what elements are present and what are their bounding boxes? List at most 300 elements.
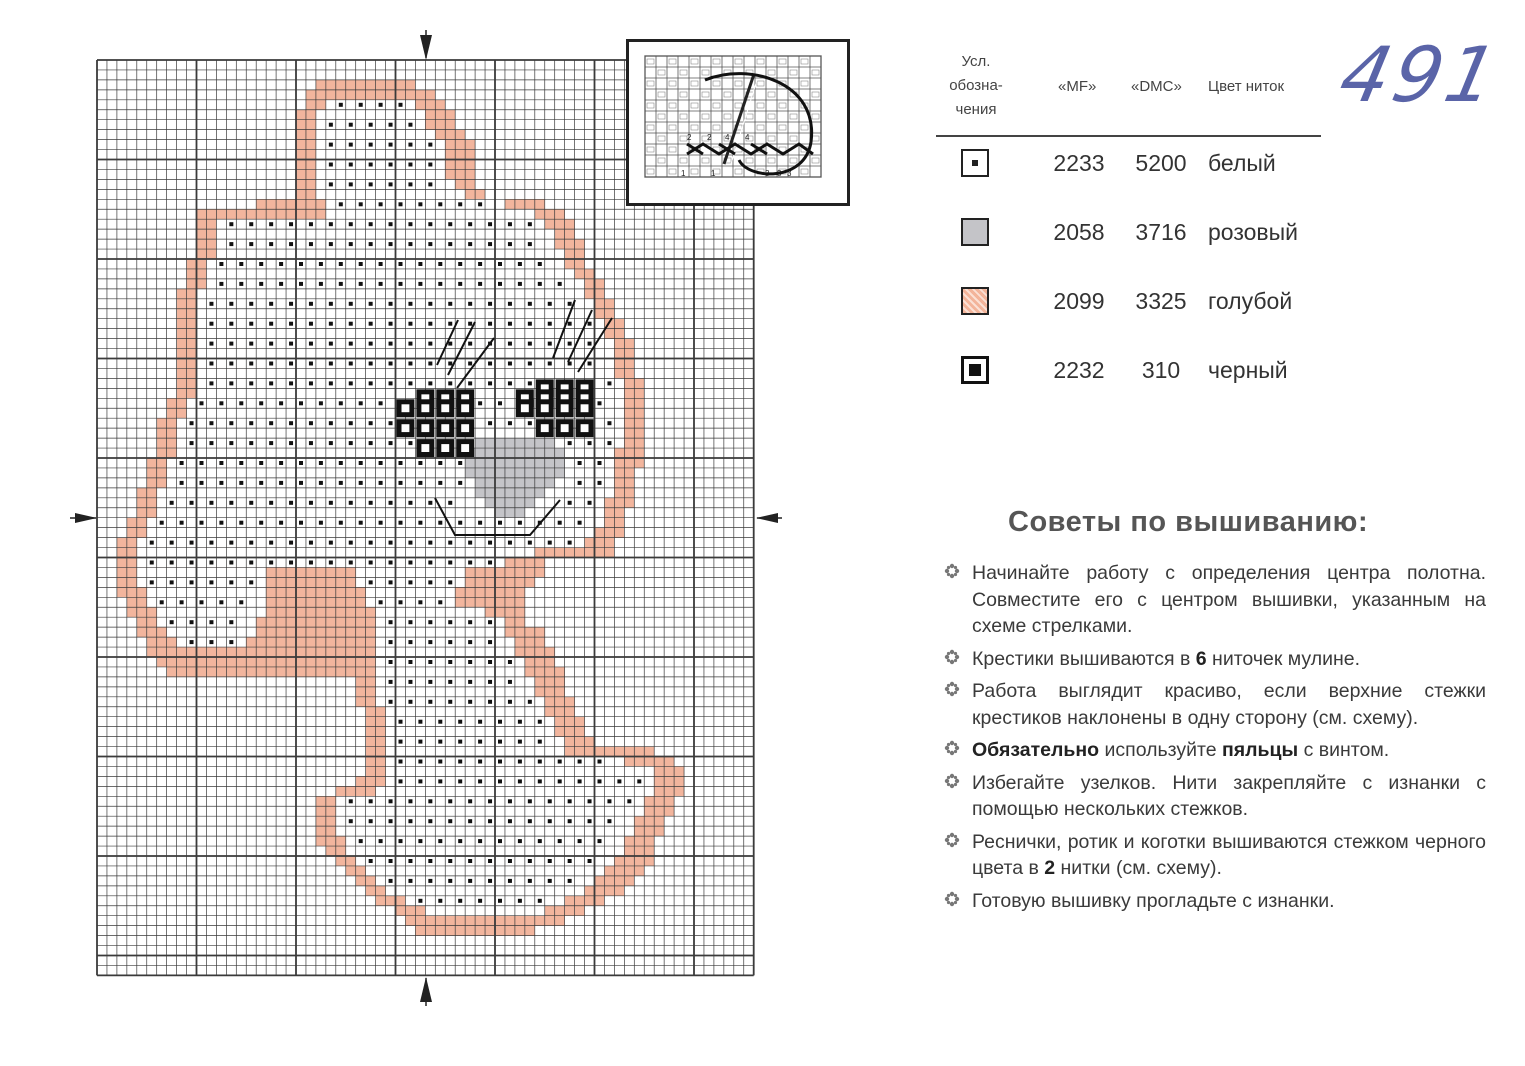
- white-stitch-symbol: [369, 143, 373, 147]
- white-stitch-symbol: [389, 421, 393, 425]
- white-stitch-symbol: [488, 322, 492, 326]
- white-stitch-symbol: [458, 740, 462, 744]
- tip-text: Готовую вышивку прогладьте с изнанки.: [972, 889, 1335, 912]
- tip-text: Начинайте работу с определения центра полотна. Совместите его с центром вышивки, указанным на схеме стрелками.: [972, 562, 1486, 637]
- white-stitch-row: [137, 538, 585, 548]
- white-stitch-symbol: [389, 302, 393, 306]
- white-stitch-symbol: [389, 143, 393, 147]
- white-stitch-symbol: [448, 242, 452, 246]
- white-stitch-symbol: [319, 262, 323, 266]
- white-stitch-symbol: [478, 282, 482, 286]
- pink-stitch-row: [306, 90, 435, 100]
- white-stitch-symbol: [478, 760, 482, 764]
- weave-cell: [658, 136, 665, 141]
- white-stitch-symbol: [408, 541, 412, 545]
- legend-color-name: черный: [1208, 357, 1288, 383]
- white-stitch-symbol: [588, 501, 592, 505]
- white-stitch-symbol: [249, 501, 253, 505]
- white-stitch-symbol: [249, 362, 253, 366]
- white-stitch-symbol: [568, 541, 572, 545]
- white-stitch-symbol: [458, 262, 462, 266]
- white-stitch-symbol: [389, 182, 393, 186]
- white-stitch-symbol: [379, 600, 383, 604]
- flower-bullet-icon: [944, 681, 960, 697]
- white-stitch-symbol: [329, 381, 333, 385]
- weave-cell: [669, 125, 676, 130]
- weave-cell: [812, 158, 819, 163]
- white-stitch-symbol: [249, 561, 253, 565]
- white-stitch-symbol: [349, 541, 353, 545]
- white-stitch-symbol: [349, 501, 353, 505]
- stitch-number-label: 1: [711, 169, 716, 178]
- black-stitch-center: [541, 424, 549, 432]
- white-stitch-symbol: [329, 322, 333, 326]
- white-stitch-symbol: [428, 879, 432, 883]
- white-stitch-symbol: [219, 600, 223, 604]
- white-stitch-symbol: [448, 859, 452, 863]
- white-stitch-row: [216, 249, 564, 259]
- weave-cell: [647, 169, 654, 174]
- white-stitch-symbol: [468, 680, 472, 684]
- white-stitch-symbol: [448, 660, 452, 664]
- white-stitch-symbol: [598, 481, 602, 485]
- white-stitch-symbol: [458, 521, 462, 525]
- white-stitch-symbol: [229, 640, 233, 644]
- white-stitch-symbol: [408, 561, 412, 565]
- white-stitch-symbol: [229, 441, 233, 445]
- white-stitch-symbol: [448, 640, 452, 644]
- white-stitch-symbol: [329, 362, 333, 366]
- white-stitch-symbol: [190, 561, 194, 565]
- weave-cell: [757, 59, 764, 64]
- white-stitch-symbol: [508, 381, 512, 385]
- stitch-number-label: 3: [777, 169, 782, 178]
- white-stitch-symbol: [488, 640, 492, 644]
- white-stitch-row: [157, 508, 605, 518]
- white-stitch-symbol: [568, 799, 572, 803]
- white-stitch-symbol: [578, 481, 582, 485]
- white-stitch-symbol: [349, 342, 353, 346]
- white-stitch-symbol: [488, 541, 492, 545]
- black-stitch-center: [521, 404, 529, 412]
- white-stitch-symbol: [468, 859, 472, 863]
- white-stitch-symbol: [359, 202, 363, 206]
- white-stitch-symbol: [488, 561, 492, 565]
- white-stitch-symbol: [578, 461, 582, 465]
- white-stitch-symbol: [279, 262, 283, 266]
- white-stitch-symbol: [488, 421, 492, 425]
- flower-bullet-icon: [944, 773, 960, 789]
- white-stitch-symbol: [458, 282, 462, 286]
- white-stitch-symbol: [180, 600, 184, 604]
- white-stitch-symbol: [249, 441, 253, 445]
- legend-row: [936, 212, 1321, 252]
- white-stitch-symbol: [438, 760, 442, 764]
- weave-cell: [768, 92, 775, 97]
- black-stitch-center: [441, 444, 449, 452]
- white-stitch-symbol: [438, 720, 442, 724]
- white-stitch-symbol: [369, 421, 373, 425]
- black-stitch-center: [402, 404, 410, 412]
- white-stitch-symbol: [289, 342, 293, 346]
- white-stitch-symbol: [359, 103, 363, 107]
- white-stitch-symbol: [458, 779, 462, 783]
- white-stitch-symbol: [468, 879, 472, 883]
- white-stitch-symbol: [448, 222, 452, 226]
- white-stitch-symbol: [369, 362, 373, 366]
- white-stitch-symbol: [488, 302, 492, 306]
- white-stitch-symbol: [349, 242, 353, 246]
- white-stitch-symbol: [209, 541, 213, 545]
- white-stitch-row: [366, 587, 456, 597]
- white-stitch-symbol: [418, 720, 422, 724]
- tip-bold-text: 6: [1195, 647, 1207, 670]
- white-stitch-symbol: [448, 501, 452, 505]
- white-stitch-symbol: [448, 879, 452, 883]
- black-stitch-center: [461, 424, 469, 432]
- legend-row: [936, 143, 1321, 183]
- white-stitch-symbol: [389, 799, 393, 803]
- white-stitch-symbol: [448, 819, 452, 823]
- white-stitch-symbol: [249, 381, 253, 385]
- white-stitch-symbol: [369, 222, 373, 226]
- white-stitch-symbol: [319, 282, 323, 286]
- white-stitch-symbol: [389, 362, 393, 366]
- white-stitch-symbol: [349, 123, 353, 127]
- white-stitch-symbol: [568, 501, 572, 505]
- tip-text: нитки (см. схему).: [1055, 857, 1222, 879]
- black-stitch-center: [461, 404, 469, 412]
- white-stitch-symbol: [488, 381, 492, 385]
- white-stitch-symbol: [229, 580, 233, 584]
- white-stitch-symbol: [329, 441, 333, 445]
- white-stitch-symbol: [379, 202, 383, 206]
- white-stitch-symbol: [309, 541, 313, 545]
- white-stitch-symbol: [289, 381, 293, 385]
- white-stitch-symbol: [379, 282, 383, 286]
- black-stitch-center: [421, 424, 429, 432]
- tip-item: [944, 770, 1486, 823]
- white-stitch-symbol: [408, 640, 412, 644]
- white-stitch-symbol: [259, 282, 263, 286]
- white-stitch-row: [376, 667, 525, 677]
- white-stitch-symbol: [170, 501, 174, 505]
- white-stitch-row: [197, 289, 585, 299]
- white-stitch-symbol: [249, 302, 253, 306]
- weave-cell: [691, 81, 698, 86]
- white-stitch-symbol: [478, 839, 482, 843]
- weave-cell: [658, 70, 665, 75]
- stitch-number-label: 2: [707, 133, 712, 142]
- white-stitch-symbol: [518, 720, 522, 724]
- white-stitch-symbol: [418, 461, 422, 465]
- white-stitch-symbol: [568, 879, 572, 883]
- white-stitch-symbol: [379, 461, 383, 465]
- white-stitch-symbol: [428, 541, 432, 545]
- tip-item: [944, 678, 1486, 731]
- white-stitch-symbol: [289, 222, 293, 226]
- weave-cell: [680, 158, 687, 163]
- white-stitch-symbol: [568, 302, 572, 306]
- white-stitch-symbol: [408, 859, 412, 863]
- white-stitch-symbol: [389, 640, 393, 644]
- stitch-number-label: 3: [765, 169, 770, 178]
- white-stitch-symbol: [558, 839, 562, 843]
- white-stitch-symbol: [408, 182, 412, 186]
- white-stitch-symbol: [558, 779, 562, 783]
- white-stitch-symbol: [269, 222, 273, 226]
- white-stitch-symbol: [399, 202, 403, 206]
- white-stitch-symbol: [428, 700, 432, 704]
- white-stitch-symbol: [249, 541, 253, 545]
- legend-row: [936, 350, 1321, 390]
- black-stitch-center: [402, 424, 410, 432]
- white-stitch-symbol: [548, 859, 552, 863]
- white-stitch-symbol: [329, 143, 333, 147]
- weave-cell: [801, 125, 808, 130]
- white-stitch-symbol: [389, 819, 393, 823]
- white-stitch-symbol: [408, 441, 412, 445]
- white-stitch-symbol: [229, 541, 233, 545]
- white-stitch-symbol: [478, 779, 482, 783]
- white-stitch-symbol: [279, 481, 283, 485]
- white-stitch-symbol: [209, 580, 213, 584]
- white-stitch-symbol: [229, 421, 233, 425]
- tip-item: [944, 737, 1486, 764]
- white-stitch-symbol: [190, 640, 194, 644]
- white-stitch-symbol: [359, 481, 363, 485]
- white-stitch-symbol: [468, 561, 472, 565]
- weave-cell: [658, 114, 665, 119]
- black-stitch-center: [441, 424, 449, 432]
- weave-cell: [735, 103, 742, 108]
- white-stitch-row: [197, 329, 605, 339]
- white-stitch-symbol: [309, 441, 313, 445]
- white-stitch-symbol: [389, 163, 393, 167]
- white-stitch-symbol: [607, 441, 611, 445]
- white-stitch-symbol: [389, 700, 393, 704]
- white-stitch-symbol: [200, 521, 204, 525]
- weave-cell: [680, 92, 687, 97]
- white-stitch-symbol: [508, 421, 512, 425]
- white-stitch-symbol: [369, 381, 373, 385]
- white-stitch-symbol: [488, 620, 492, 624]
- white-stitch-symbol: [478, 720, 482, 724]
- white-stitch-symbol: [239, 521, 243, 525]
- white-stitch-symbol: [170, 541, 174, 545]
- white-stitch-symbol: [408, 819, 412, 823]
- white-stitch-symbol: [369, 819, 373, 823]
- white-stitch-symbol: [180, 461, 184, 465]
- white-stitch-symbol: [578, 839, 582, 843]
- white-stitch-symbol: [468, 799, 472, 803]
- white-stitch-symbol: [399, 740, 403, 744]
- weave-cell: [801, 59, 808, 64]
- white-stitch-symbol: [170, 620, 174, 624]
- white-stitch-symbol: [279, 401, 283, 405]
- white-stitch-symbol: [150, 561, 154, 565]
- white-stitch-symbol: [418, 740, 422, 744]
- white-stitch-symbol: [488, 680, 492, 684]
- white-stitch-symbol: [299, 461, 303, 465]
- white-stitch-symbol: [229, 322, 233, 326]
- white-stitch-symbol: [418, 760, 422, 764]
- tip-text: с винтом.: [1298, 739, 1390, 761]
- white-stitch-row: [137, 577, 266, 587]
- swatch-pink-hatch: [961, 287, 989, 315]
- white-stitch-symbol: [269, 381, 273, 385]
- legend-header-dmc: «DMC»: [1131, 78, 1182, 95]
- white-stitch-symbol: [418, 839, 422, 843]
- white-stitch-row: [316, 160, 445, 170]
- white-stitch-symbol: [538, 899, 542, 903]
- white-stitch-symbol: [498, 839, 502, 843]
- stitch-number-label: 2: [687, 133, 692, 142]
- white-stitch-symbol: [478, 740, 482, 744]
- white-stitch-row: [206, 269, 574, 279]
- white-stitch-symbol: [389, 222, 393, 226]
- tip-bold-text: 2: [1044, 857, 1056, 879]
- white-stitch-symbol: [438, 740, 442, 744]
- flower-bullet-icon: [944, 563, 960, 579]
- white-stitch-symbol: [428, 163, 432, 167]
- white-stitch-symbol: [249, 342, 253, 346]
- white-stitch-symbol: [428, 342, 432, 346]
- legend-mf-code: 2233: [1053, 150, 1105, 176]
- white-stitch-symbol: [518, 521, 522, 525]
- white-stitch-symbol: [170, 561, 174, 565]
- white-stitch-symbol: [299, 282, 303, 286]
- white-stitch-symbol: [349, 143, 353, 147]
- weave-cell: [724, 92, 731, 97]
- white-stitch-symbol: [389, 580, 393, 584]
- white-stitch-symbol: [528, 381, 532, 385]
- white-stitch-symbol: [239, 282, 243, 286]
- white-stitch-row: [147, 528, 595, 538]
- white-stitch-symbol: [508, 242, 512, 246]
- white-stitch-symbol: [239, 401, 243, 405]
- white-stitch-symbol: [408, 700, 412, 704]
- white-stitch-symbol: [478, 202, 482, 206]
- black-stitch-center: [421, 444, 429, 452]
- weave-cell: [702, 114, 709, 119]
- white-stitch-symbol: [209, 640, 213, 644]
- white-stitch-symbol: [359, 461, 363, 465]
- white-stitch-symbol: [229, 620, 233, 624]
- white-stitch-symbol: [349, 322, 353, 326]
- white-stitch-symbol: [468, 620, 472, 624]
- white-stitch-symbol: [209, 381, 213, 385]
- white-stitch-symbol: [339, 202, 343, 206]
- weave-cell: [790, 114, 797, 119]
- white-stitch-symbol: [379, 401, 383, 405]
- white-stitch-symbol: [200, 481, 204, 485]
- white-stitch-symbol: [478, 401, 482, 405]
- white-stitch-symbol: [458, 202, 462, 206]
- white-stitch-symbol: [498, 720, 502, 724]
- white-stitch-symbol: [369, 441, 373, 445]
- white-stitch-symbol: [229, 302, 233, 306]
- white-stitch-symbol: [438, 521, 442, 525]
- white-stitch-symbol: [428, 859, 432, 863]
- white-stitch-symbol: [170, 580, 174, 584]
- white-stitch-symbol: [269, 302, 273, 306]
- white-stitch-symbol: [219, 282, 223, 286]
- weave-cell: [757, 81, 764, 86]
- tip-item: [944, 646, 1486, 673]
- white-stitch-symbol: [498, 401, 502, 405]
- white-stitch-symbol: [528, 700, 532, 704]
- white-stitch-symbol: [219, 401, 223, 405]
- white-stitch-symbol: [289, 362, 293, 366]
- weave-cell: [757, 103, 764, 108]
- white-stitch-symbol: [190, 421, 194, 425]
- white-stitch-symbol: [269, 242, 273, 246]
- white-stitch-symbol: [399, 282, 403, 286]
- white-stitch-symbol: [329, 541, 333, 545]
- white-stitch-symbol: [329, 342, 333, 346]
- white-stitch-symbol: [558, 282, 562, 286]
- weave-cell: [691, 169, 698, 174]
- white-stitch-symbol: [428, 799, 432, 803]
- white-stitch-symbol: [339, 461, 343, 465]
- white-stitch-symbol: [239, 262, 243, 266]
- white-stitch-symbol: [190, 441, 194, 445]
- white-stitch-symbol: [379, 839, 383, 843]
- white-stitch-symbol: [389, 242, 393, 246]
- stitch-number-label: 4: [725, 133, 730, 142]
- legend-dmc-code: 3716: [1135, 219, 1187, 245]
- white-stitch-symbol: [389, 322, 393, 326]
- white-stitch-symbol: [269, 541, 273, 545]
- legend-header-color: Цвет ниток: [1208, 78, 1285, 95]
- white-stitch-symbol: [448, 799, 452, 803]
- swatch-white-symbol: [961, 149, 989, 177]
- tip-item: [944, 888, 1486, 915]
- white-stitch-symbol: [627, 799, 631, 803]
- white-stitch-symbol: [369, 501, 373, 505]
- white-stitch-symbol: [349, 441, 353, 445]
- white-stitch-symbol: [518, 899, 522, 903]
- white-stitch-symbol: [428, 222, 432, 226]
- weave-cell: [735, 169, 742, 174]
- weave-cell: [779, 125, 786, 130]
- white-stitch-row: [157, 607, 266, 617]
- white-stitch-symbol: [588, 819, 592, 823]
- white-stitch-symbol: [408, 580, 412, 584]
- white-stitch-symbol: [568, 342, 572, 346]
- white-stitch-symbol: [508, 660, 512, 664]
- white-stitch-symbol: [200, 461, 204, 465]
- white-stitch-symbol: [488, 879, 492, 883]
- tip-text: Работа выглядит красиво, если верхние стежки крестиков наклонены в одну сторону (см. схему).: [972, 680, 1486, 729]
- white-stitch-symbol: [468, 242, 472, 246]
- white-stitch-symbol: [588, 441, 592, 445]
- white-stitch-symbol: [269, 441, 273, 445]
- stitch-number-label: 3: [787, 169, 792, 178]
- white-stitch-symbol: [259, 262, 263, 266]
- white-stitch-symbol: [349, 182, 353, 186]
- weave-cell: [669, 81, 676, 86]
- white-stitch-symbol: [428, 819, 432, 823]
- white-stitch-symbol: [508, 362, 512, 366]
- weave-cell: [757, 125, 764, 130]
- white-stitch-symbol: [359, 521, 363, 525]
- tip-text: Крестики вышиваются в: [972, 647, 1196, 670]
- white-stitch-symbol: [349, 302, 353, 306]
- flower-bullet-icon: [944, 649, 960, 665]
- weave-cell: [724, 114, 731, 119]
